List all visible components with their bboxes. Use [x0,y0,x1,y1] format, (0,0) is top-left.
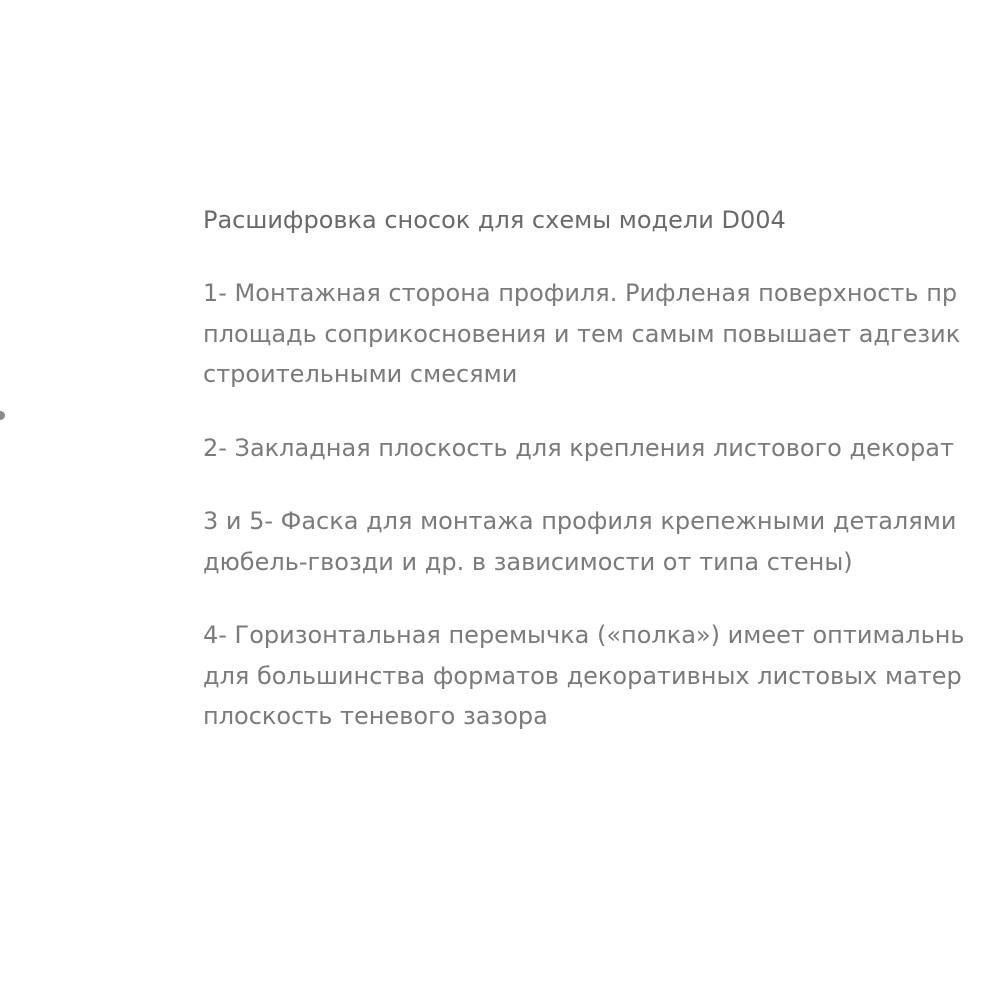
footnote-2 [203,428,1000,469]
footnote-3-5-line-2: дюбель-гвозди и др. в зависимости от типа стены) [203,547,853,576]
footnotes-section [203,202,1000,770]
section-heading: Расшифровка сносок для схемы модели D004 [203,206,786,234]
edge-marker [0,411,5,420]
footnote-4-line-3: плоскость теневого зазора [203,702,548,730]
footnote-4-line-1: 4- Горизонтальная перемычка («полка») имеет оптимальнь [203,621,965,649]
footnote-4-line-2: для большинства форматов декоративных листовых матер [203,661,962,690]
footnote-3-5 [203,501,1000,582]
footnote-1 [203,273,1000,395]
footnote-1-line-3: строительными смесями [203,360,518,388]
footnote-1-line-1: 1- Монтажная сторона профиля. Рифленая поверхность пр [203,279,958,307]
footnote-1-line-2: площадь соприкосновения и тем самым повышает адгезик [203,319,961,348]
footnote-3-5-line-1: 3 и 5- Фаска для монтажа профиля крепежными деталями [203,507,957,535]
footnote-4 [203,615,1000,737]
footnote-2-line-1: 2- Закладная плоскость для крепления листового декорат [203,433,954,462]
